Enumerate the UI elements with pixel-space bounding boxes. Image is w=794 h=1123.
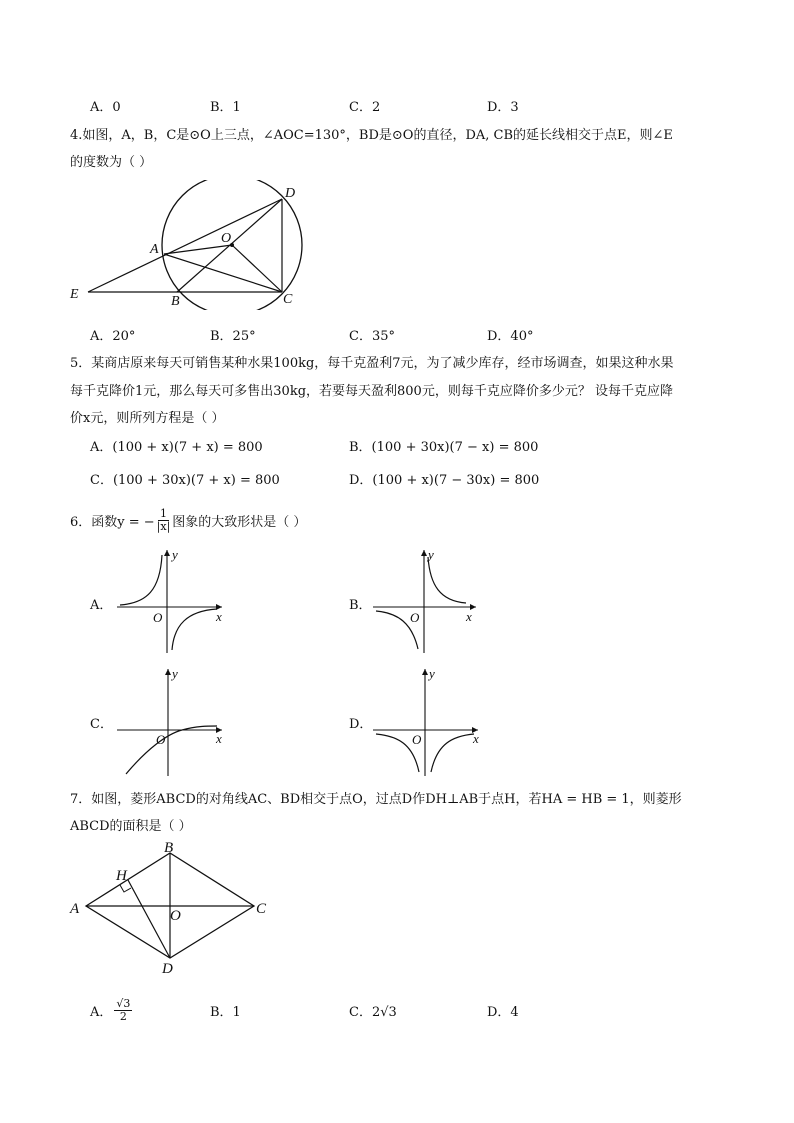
q7-label-A: A: [70, 901, 80, 917]
q3-option-b: B．1: [210, 100, 241, 115]
q3-option-d: D．3: [487, 100, 519, 115]
q7-option-c-value: 2√3: [371, 1005, 397, 1020]
q5-stem-line3: 价x元，则所列方程是（ ）: [70, 411, 225, 426]
q5-option-c: C．(100 + 30x)(7 + x) = 800: [90, 473, 280, 488]
q4-stem-line2: 的度数为（ ）: [70, 155, 153, 170]
q6d-label-x: x: [473, 731, 479, 746]
q7-label-H: H: [116, 868, 127, 884]
q4-line-ED: [88, 199, 282, 292]
q4-option-a: A．20°: [90, 329, 136, 344]
q6-frac-den: |x|: [156, 520, 171, 533]
q6d-label-o: O: [412, 732, 422, 747]
q4-line-AC: [164, 254, 282, 292]
q6-fraction: [157, 508, 171, 533]
q6a-label-y: y: [172, 547, 178, 562]
q6-stem: [70, 508, 306, 533]
q4-label-E: E: [70, 287, 79, 302]
q6-option-c-letter: C．: [90, 717, 113, 732]
q7-rhombus-figure: [66, 838, 281, 978]
q7-option-a-fraction: [114, 998, 132, 1023]
q7-option-d: D．4: [487, 1005, 519, 1020]
q6c-label-y: y: [172, 666, 178, 681]
q7-stem-line2: ABCD的面积是（ ）: [70, 819, 192, 834]
q7-option-a-num: √3: [116, 997, 131, 1010]
q6-option-d-letter: D．: [349, 717, 373, 732]
q7-option-c-letter: C．: [349, 1005, 372, 1020]
q6-stem-suffix: 图象的大致形状是（ ）: [172, 515, 307, 530]
q7-option-a-letter: A．: [90, 1005, 113, 1020]
q6a-label-x: x: [216, 609, 222, 624]
q5-stem-line1: 5．某商店原来每天可销售某种水果100kg，每千克盈利7元，为了减少库存，经市场调查，如果这种水果: [70, 356, 674, 371]
q6-graph-b: [368, 545, 488, 655]
q4-label-O: O: [221, 231, 232, 246]
q6-stem-prefix: 6．函数y = −: [70, 515, 155, 530]
q7-stem-line1: 7．如图，菱形ABCD的对角线AC、BD相交于点O，过点D作DH⊥AB于点H，若HA = HB = 1，则菱形: [70, 792, 682, 807]
q7-label-B: B: [164, 840, 174, 856]
q4-label-A: A: [150, 242, 159, 257]
q6-option-a-letter: A．: [90, 598, 113, 613]
q3-option-a: A．0: [90, 100, 121, 115]
q6c-label-o: O: [156, 732, 166, 747]
q6a-label-o: O: [153, 610, 163, 625]
q4-label-B: B: [171, 294, 180, 309]
q7-option-a: [90, 998, 134, 1023]
q7-line-DH: [128, 880, 170, 958]
q4-label-C: C: [283, 292, 293, 307]
q6c-label-x: x: [216, 731, 222, 746]
q6b-label-x: x: [466, 609, 472, 624]
q4-option-d: D．40°: [487, 329, 534, 344]
q6-graph-c: [112, 664, 232, 779]
q7-label-C: C: [256, 901, 267, 917]
q7-label-D: D: [162, 961, 173, 977]
q6-graph-d: [368, 664, 488, 779]
q5-stem-line2: 每千克降价1元，那么每天可多售出30kg，若要每天盈利800元，则每千克应降价多少元？ 设每千克应降: [70, 384, 673, 399]
q5-option-d: D．(100 + x)(7 − 30x) = 800: [349, 473, 540, 488]
q6b-label-o: O: [410, 610, 420, 625]
q7-right-angle-mark: [120, 885, 131, 892]
q5-option-b: B．(100 + 30x)(7 − x) = 800: [349, 440, 539, 455]
q7-label-O: O: [170, 908, 181, 924]
q4-label-D: D: [285, 186, 296, 201]
q5-option-a: A．(100 + x)(7 + x) = 800: [90, 440, 263, 455]
q4-option-c: C．35°: [349, 329, 395, 344]
q4-option-b: B．25°: [210, 329, 256, 344]
q7-option-a-den: 2: [119, 1010, 127, 1023]
q4-circle-figure: [66, 180, 316, 310]
q4-stem-line1: 4.如图，A，B，C是⊙O上三点，∠AOC=130°，BD是⊙O的直径，DA, CB的延长线相交于点E，则∠E: [70, 128, 673, 143]
q6b-label-y: y: [428, 547, 434, 562]
q6-graph-a: [112, 545, 232, 655]
q7-option-b: B．1: [210, 1005, 241, 1020]
q7-option-c: [349, 1001, 397, 1020]
q6-option-b-letter: B．: [349, 598, 372, 613]
q6d-label-y: y: [429, 666, 435, 681]
q3-option-c: C．2: [349, 100, 381, 115]
q6-frac-num: 1: [159, 507, 167, 520]
q4-line-OC: [232, 245, 282, 292]
